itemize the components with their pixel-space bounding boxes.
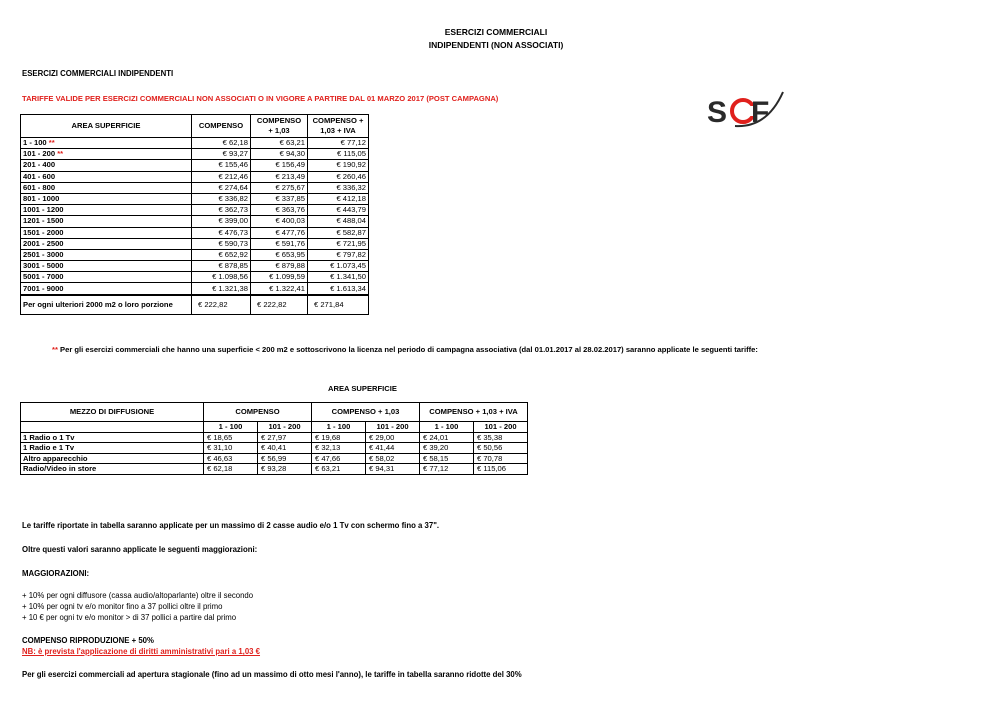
value-cell: € 58,02 <box>366 453 420 464</box>
area-cell <box>21 205 192 216</box>
compenso-103-cell: € 63,21 <box>251 138 308 149</box>
compenso-103-cell: € 363,76 <box>251 205 308 216</box>
compenso-cell: € 222,82 <box>192 295 251 315</box>
value-cell: € 50,56 <box>474 443 528 454</box>
area-cell <box>21 283 192 295</box>
riproduzione-note: COMPENSO RIPRODUZIONE + 50% <box>22 636 154 645</box>
compenso-cell: € 274,64 <box>192 182 251 193</box>
compenso-cell: € 590,73 <box>192 238 251 249</box>
value-cell: € 47,66 <box>312 453 366 464</box>
table-row <box>21 453 528 464</box>
compenso-iva-cell: € 115,05 <box>308 149 369 160</box>
header-line: 1,03 + IVA <box>320 126 356 135</box>
table-row <box>21 432 528 443</box>
value-cell: € 18,65 <box>204 432 258 443</box>
table-row <box>21 182 369 193</box>
area-cell <box>21 138 192 149</box>
area-mark: ** <box>57 149 64 159</box>
maggiorazione-item: + 10% per ogni diffusore (cassa audio/altoparlante) oltre il secondo <box>22 591 254 600</box>
area-label: 2001 - 2500 <box>23 238 64 248</box>
area-label: 5001 - 7000 <box>23 272 64 282</box>
compenso-103-cell: € 222,82 <box>251 295 308 315</box>
document-title-line1: ESERCIZI COMMERCIALI <box>444 27 548 37</box>
compenso-iva-cell: € 77,12 <box>308 138 369 149</box>
compenso-iva-cell: € 336,32 <box>308 182 369 193</box>
compenso-cell: € 212,46 <box>192 171 251 182</box>
scf-logo-mark <box>705 88 787 130</box>
tariff-notice: TARIFFE VALIDE PER ESERCIZI COMMERCIALI NON ASSOCIATI O IN VIGORE A PARTIRE DAL 01 MARZO 2017 (POST CAMPAGNA) <box>22 94 499 103</box>
compenso-103-cell: € 94,30 <box>251 149 308 160</box>
col-header-compenso-103-iva <box>308 115 369 138</box>
value-cell: € 77,12 <box>420 464 474 475</box>
area-cell <box>21 160 192 171</box>
value-cell: € 62,18 <box>204 464 258 475</box>
table-row <box>21 149 369 160</box>
area-label: Per ogni ulteriori 2000 m2 o loro porzione <box>21 295 192 315</box>
compenso-cell: € 362,73 <box>192 205 251 216</box>
col-header-area: AREA SUPERFICIE <box>21 115 192 138</box>
area-label: 601 - 800 <box>23 182 56 192</box>
value-cell: € 63,21 <box>312 464 366 475</box>
compenso-iva-cell: € 412,18 <box>308 193 369 204</box>
compenso-103-cell: € 477,76 <box>251 227 308 238</box>
col-header-compenso-103 <box>251 115 308 138</box>
compenso-iva-cell: € 1.613,34 <box>308 283 369 295</box>
compenso-103-cell: € 156,49 <box>251 160 308 171</box>
compenso-103-cell: € 400,03 <box>251 216 308 227</box>
compenso-103-cell: € 337,85 <box>251 193 308 204</box>
beyond-note: Oltre questi valori saranno applicate le seguenti maggiorazioni: <box>22 545 258 554</box>
sub-header: 1 - 100 <box>312 422 366 433</box>
area-cell <box>21 227 192 238</box>
header-line: COMPENSO + <box>312 116 364 125</box>
area-cell <box>21 182 192 193</box>
area-label: 801 - 1000 <box>23 194 60 204</box>
value-cell: € 56,99 <box>258 453 312 464</box>
table-row <box>21 171 369 182</box>
area-label: 1 - 100 <box>23 138 47 148</box>
area-label: 201 - 400 <box>23 160 56 170</box>
footnote-text: Per gli esercizi commerciali che hanno una superficie < 200 m2 e sottoscrivono la licenza nel periodo di campagna associativa (dal 01.01.2017 al 28.02.2017) saranno applicate le seguenti tariffe: <box>60 345 758 354</box>
compenso-103-cell: € 879,88 <box>251 261 308 272</box>
col-header-group-compenso: COMPENSO <box>204 403 312 422</box>
footnote-mark: ** <box>52 345 58 354</box>
value-cell: € 94,31 <box>366 464 420 475</box>
value-cell: € 29,00 <box>366 432 420 443</box>
table-row-extra <box>21 295 369 315</box>
col-header-group-compenso-103-iva: COMPENSO + 1,03 + IVA <box>420 403 528 422</box>
compenso-103-cell: € 275,67 <box>251 182 308 193</box>
compenso-cell: € 652,92 <box>192 249 251 260</box>
area-label: 401 - 600 <box>23 171 56 181</box>
scf-logo <box>705 88 787 130</box>
footnote <box>52 345 758 354</box>
max-note: Le tariffe riportate in tabella saranno applicate per un massimo di 2 casse audio e/o 1 Tv con schermo fino a 37". <box>22 521 440 530</box>
compenso-103-cell: € 653,95 <box>251 249 308 260</box>
compenso-cell: € 155,46 <box>192 160 251 171</box>
value-cell: € 32,13 <box>312 443 366 454</box>
area-label: 1001 - 1200 <box>23 205 64 215</box>
compenso-cell: € 93,27 <box>192 149 251 160</box>
section-title: ESERCIZI COMMERCIALI INDIPENDENTI <box>22 69 174 78</box>
area-label: 2501 - 3000 <box>23 249 64 259</box>
table-row <box>21 283 369 295</box>
tariff-table-campaign <box>20 402 528 475</box>
area-label: 1501 - 2000 <box>23 227 64 237</box>
value-cell: € 58,15 <box>420 453 474 464</box>
compenso-103-cell: € 213,49 <box>251 171 308 182</box>
compenso-iva-cell: € 1.073,45 <box>308 261 369 272</box>
area-label: 7001 - 9000 <box>23 283 64 293</box>
seasonal-note: Per gli esercizi commerciali ad apertura stagionale (fino ad un massimo di otto mesi l'anno), le tariffe in tabella saranno ridotte del 30% <box>22 670 522 679</box>
col-header-compenso: COMPENSO <box>192 115 251 138</box>
value-cell: € 19,68 <box>312 432 366 443</box>
header-line: COMPENSO <box>256 116 302 125</box>
value-cell: € 70,78 <box>474 453 528 464</box>
table-row <box>21 238 369 249</box>
compenso-cell: € 1.098,56 <box>192 272 251 283</box>
col-header-group-compenso-103: COMPENSO + 1,03 <box>312 403 420 422</box>
table-row <box>21 193 369 204</box>
table-row <box>21 216 369 227</box>
area-cell <box>21 249 192 260</box>
value-cell: € 46,63 <box>204 453 258 464</box>
table-row <box>21 205 369 216</box>
medium-label: 1 Radio e 1 Tv <box>21 443 204 454</box>
sub-header: 1 - 100 <box>204 422 258 433</box>
area-cell <box>21 272 192 283</box>
nb-note: NB: è prevista l'applicazione di diritti amministrativi pari a 1,03 € <box>22 647 261 656</box>
compenso-cell: € 399,00 <box>192 216 251 227</box>
table-row <box>21 227 369 238</box>
compenso-iva-cell: € 190,92 <box>308 160 369 171</box>
area-label: 101 - 200 <box>23 149 56 159</box>
table-row <box>21 160 369 171</box>
sub-header: 101 - 200 <box>366 422 420 433</box>
compenso-iva-cell: € 1.341,50 <box>308 272 369 283</box>
area-cell <box>21 261 192 272</box>
sub-header: 1 - 100 <box>420 422 474 433</box>
maggiorazione-item: + 10% per ogni tv e/o monitor fino a 37 pollici oltre il primo <box>22 602 223 611</box>
compenso-103-cell: € 591,76 <box>251 238 308 249</box>
compenso-iva-cell: € 582,87 <box>308 227 369 238</box>
document-title-line2: INDIPENDENTI (NON ASSOCIATI) <box>428 40 564 50</box>
tariff-table-area <box>20 114 369 315</box>
compenso-cell: € 878,85 <box>192 261 251 272</box>
value-cell: € 115,06 <box>474 464 528 475</box>
compenso-cell: € 336,82 <box>192 193 251 204</box>
maggiorazione-item: + 10 € per ogni tv e/o monitor > di 37 pollici a partire dal primo <box>22 613 237 622</box>
svg-text:S: S <box>707 96 727 129</box>
area-superficie-title: AREA SUPERFICIE <box>328 384 397 393</box>
area-label: 3001 - 5000 <box>23 261 64 271</box>
value-cell: € 31,10 <box>204 443 258 454</box>
area-cell <box>21 216 192 227</box>
value-cell: € 40,41 <box>258 443 312 454</box>
header-line: + 1,03 <box>268 126 290 135</box>
compenso-iva-cell: € 271,84 <box>308 295 369 315</box>
sub-header-blank <box>21 422 204 433</box>
medium-label: Radio/Video in store <box>21 464 204 475</box>
compenso-103-cell: € 1.099,59 <box>251 272 308 283</box>
table-row <box>21 261 369 272</box>
compenso-cell: € 476,73 <box>192 227 251 238</box>
table-row <box>21 443 528 454</box>
svg-text:F: F <box>751 96 770 129</box>
table-row <box>21 249 369 260</box>
compenso-iva-cell: € 488,04 <box>308 216 369 227</box>
table-row <box>21 464 528 475</box>
maggiorazioni-title: MAGGIORAZIONI: <box>22 569 90 578</box>
table-row <box>21 272 369 283</box>
medium-label: Altro apparecchio <box>21 453 204 464</box>
value-cell: € 39,20 <box>420 443 474 454</box>
value-cell: € 35,38 <box>474 432 528 443</box>
compenso-cell: € 62,18 <box>192 138 251 149</box>
col-header-medium: MEZZO DI DIFFUSIONE <box>21 403 204 422</box>
value-cell: € 41,44 <box>366 443 420 454</box>
value-cell: € 24,01 <box>420 432 474 443</box>
area-label: 1201 - 1500 <box>23 216 64 226</box>
table-row <box>21 138 369 149</box>
sub-header: 101 - 200 <box>474 422 528 433</box>
value-cell: € 93,28 <box>258 464 312 475</box>
area-cell <box>21 193 192 204</box>
sub-header: 101 - 200 <box>258 422 312 433</box>
compenso-iva-cell: € 443,79 <box>308 205 369 216</box>
compenso-iva-cell: € 797,82 <box>308 249 369 260</box>
compenso-iva-cell: € 260,46 <box>308 171 369 182</box>
area-cell <box>21 238 192 249</box>
area-mark: ** <box>48 138 55 148</box>
compenso-cell: € 1.321,38 <box>192 283 251 295</box>
compenso-103-cell: € 1.322,41 <box>251 283 308 295</box>
medium-label: 1 Radio o 1 Tv <box>21 432 204 443</box>
compenso-iva-cell: € 721,95 <box>308 238 369 249</box>
area-cell <box>21 149 192 160</box>
area-cell <box>21 171 192 182</box>
value-cell: € 27,97 <box>258 432 312 443</box>
